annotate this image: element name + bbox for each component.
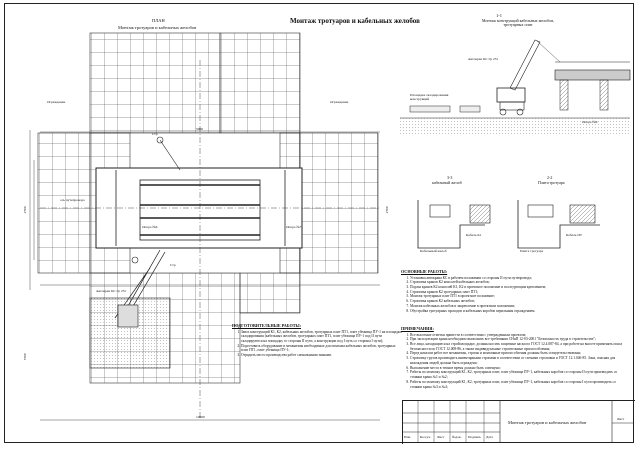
stamp-col: Дата [486,435,493,439]
section-3-3-label-2: Кабель К1 [466,233,482,237]
stamp-col: Кол.уч. [420,435,431,439]
section-3-3-label-1: Кабельный желоб [420,249,447,253]
plan-dim-4: 5700 [22,353,27,361]
plan-support-6-label: Опора №6 [142,225,158,229]
main-title: Монтаж тротуаров и кабельных желобов [290,17,420,25]
section-1-1-subtitle: Монтаж конструкций кабельных желобов, тротуарных плит [481,18,555,28]
plan-dim-5: 2700 [384,206,389,214]
section-1-1-crane-label: Автокран КС Гр 25т [468,57,498,61]
basic-works-item: 6. Строповка кранов К2 кабельных желобов; [410,299,626,304]
plan-title: ПЛАН [152,18,165,23]
basic-works-item: 2. Строповка кранов К2 консолей кабельных желобов; [410,280,626,285]
plan-axis-label: ось путепровода [60,198,85,202]
stamp-col: Подпись [468,435,481,439]
stamp-col: №док. [452,435,462,439]
prep-works-item: 1. Завоз конструкций К1, К2, кабельных желобов, тротуарных плит ПТ1, плит убежища ПУ-1 на площадки складирования (кабельных желобов, тротуарных плит ПТ1, плит убежища ПУ-1 под II пути складируются на площадку со стороны II пути, а конструкции под I путь со стороны I пути); [241,330,402,344]
stamp-title: Монтаж тротуаров и кабельных желобов [508,420,587,425]
notes-item: 3. Все лица, находящиеся на стройплощадке, должны носить защитные каски по ГОСТ 12.4.087-84, а при работе на высоте применять пояса безопасности по ГОСТ 12.008-86, а также индивидуальные строительные приспособления; [410,342,626,351]
notes-item: 6. Выполнение места в темное время должно быть освещено; [410,366,626,371]
plan-fence-label: Ограждение [47,100,66,104]
plan-crane-label: Автокран КС Гр 25т [96,289,126,293]
basic-works-item: 7. Монтаж кабельных желобов и закрепление в проектном положении; [410,304,626,309]
stamp-col: Изм. [404,435,411,439]
section-1-1-support-label: Опора №6 [582,120,598,124]
basic-works-item: 8. Обустройка тротуарных проходов и кабельных коробов перильным ограждением. [410,309,626,314]
plan-fence-label-right: Ограждение [330,100,349,104]
plan-dim-3: 10600 [196,415,205,419]
basic-works-item: 4. Строповка кранов К2 тротуарных плит ПТ1; [410,290,626,295]
notes-item: 2. При эксплуатации крана необходимо выполнять все требования СНиП 12-03-2001 "Безопасность труда в строительстве"; [410,337,626,342]
prep-works-heading: ПОДГОТОВИТЕЛЬНЫЕ РАБОТЫ: [232,323,302,328]
section-3-3-subtitle: кабельный желоб [432,180,462,185]
stamp-sheet-label: Лист [617,417,625,421]
section-1-1-platform-label: Площадка складирования конструкций [410,93,449,101]
basic-works-item: 5. Монтаж тротуарных плит ПТ1 в проектное положение; [410,294,626,299]
plan-subtitle: Монтаж тротуаров и кабельных желобов [118,25,197,30]
notes-item: 8. Работы по монтажу конструкций К1, К2, тротуарных плит, плит убежища ПУ-1, кабельных коробов со стороны I пути производить со стоянки крана №3 и №4; [410,380,626,389]
notes-heading: ПРИМЕЧАНИЯ: [401,326,434,331]
basic-works-item: 3. Подача кранов К2 консолей К1, К2 в проектное положение и последующим креплением; [410,285,626,290]
section-2-2-title: 2-2 [547,175,553,180]
basic-works-heading: ОСНОВНЫЕ РАБОТЫ: [401,269,448,274]
plan-sling-label: Стр [152,132,158,136]
basic-works-item: 1. Установка автокрана КС в рабочем положении со стороны II пути путепровода; [410,276,626,281]
plan-dim-1: 5000 [196,127,203,131]
plan-sling2-label: Стр [170,263,176,267]
section-2-2-subtitle: Плита тротуара [538,180,565,185]
section-1-1-title: 1-1 [496,13,502,18]
prep-works-item: 2. Подготовить оборудование и механизмы необходимые для монтажа кабельных желобов, тротуарных плит ПТ1, плит убежища ПУ-1; [241,344,402,353]
plan-support-7-label: Опора №7 [286,225,302,229]
notes-item: 1. Все высотные отметки привести в соответствии с утвержденным проектом; [410,333,626,338]
notes-item: 5. Строповку грузов производить инвентарными стропами в соответствии со схемами строповки и ГОСТ 12.1.046-85. Зона, опасная для нахождения людей должна быть ограждена; [410,356,626,365]
section-2-2-label-1: Плита тротуара [520,249,544,253]
section-3-3-title: 3-3 [447,175,453,180]
section-2-2-label-2: Кабель ПТ [566,233,583,237]
stamp-col: Лист [437,435,445,439]
notes-item: 7. Работы по монтажу конструкций К1, К2, тротуарных плит, плит убежища ПУ-1, кабельных коробов со стороны II пути производить со стоянки крана №1 и №2; [410,370,626,379]
prep-works-item: 3. Отрядить место производства работ сигнальными знаками. [241,353,402,358]
notes-item: 4. Перед началом работ все механизмы, стропы и монтажные приспособления должны быть освидетельствованы; [410,351,626,356]
plan-dim-2: 2700 [22,206,27,214]
